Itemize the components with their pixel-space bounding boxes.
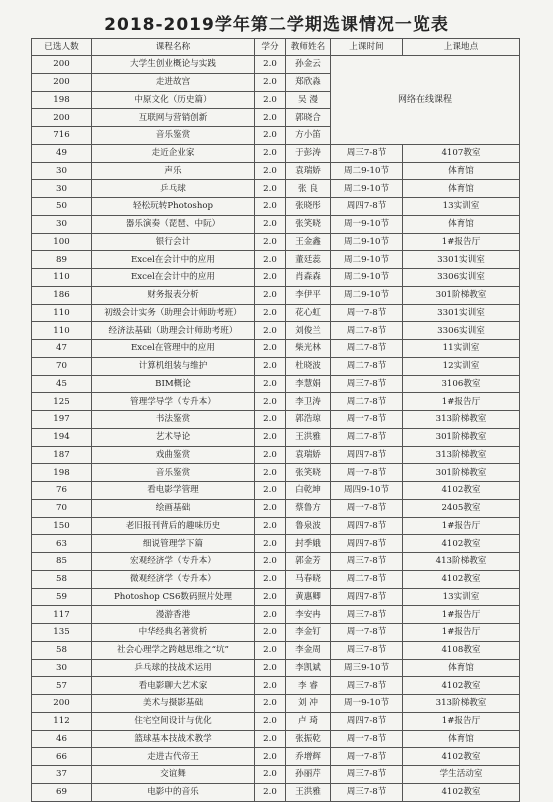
cell-teacher: 杜晓波 (286, 357, 331, 375)
page-title: 2018-2019学年第二学期选课情况一览表 (104, 15, 449, 35)
cell-course-name: BIM概论 (92, 375, 255, 393)
cell-location: 13实训室 (403, 198, 520, 216)
cell-teacher: 李慧娟 (286, 375, 331, 393)
cell-location: 学生活动室 (403, 766, 520, 784)
cell-enrolled: 110 (32, 322, 92, 340)
cell-teacher: 李凯斌 (286, 659, 331, 677)
cell-teacher: 黄惠卿 (286, 588, 331, 606)
cell-time: 周二7-8节 (331, 322, 403, 340)
cell-location: 301阶梯教室 (403, 286, 520, 304)
cell-teacher: 王洪雅 (286, 428, 331, 446)
table-header-row (32, 39, 520, 56)
cell-time: 周三7-8节 (331, 641, 403, 659)
cell-course-name: 财务报表分析 (92, 286, 255, 304)
cell-time: 周二7-8节 (331, 570, 403, 588)
cell-enrolled: 194 (32, 428, 92, 446)
cell-credit: 2.0 (255, 535, 286, 553)
cell-credit: 2.0 (255, 73, 286, 91)
cell-credit: 2.0 (255, 215, 286, 233)
cell-location: 1#报告厅 (403, 393, 520, 411)
online-course-cell: 网络在线课程 (331, 56, 520, 145)
cell-course-name: 宏观经济学（专升本） (92, 553, 255, 571)
cell-credit: 2.0 (255, 269, 286, 287)
cell-location: 3306实训室 (403, 269, 520, 287)
cell-time: 周一9-10节 (331, 215, 403, 233)
cell-time: 周三7-8节 (331, 553, 403, 571)
cell-credit: 2.0 (255, 286, 286, 304)
cell-time: 周二9-10节 (331, 162, 403, 180)
cell-credit: 2.0 (255, 712, 286, 730)
cell-teacher: 张笑晓 (286, 464, 331, 482)
cell-location: 11实训室 (403, 340, 520, 358)
cell-enrolled: 200 (32, 73, 92, 91)
cell-credit: 2.0 (255, 659, 286, 677)
cell-time: 周四7-8节 (331, 446, 403, 464)
cell-teacher: 刘 冲 (286, 695, 331, 713)
cell-teacher: 卢 琦 (286, 712, 331, 730)
cell-location: 4102教室 (403, 482, 520, 500)
cell-location: 1#报告厅 (403, 233, 520, 251)
cell-location: 301阶梯教室 (403, 464, 520, 482)
cell-enrolled: 197 (32, 411, 92, 429)
cell-location: 体育馆 (403, 180, 520, 198)
cell-course-name: Photoshop CS6数码照片处理 (92, 588, 255, 606)
cell-location: 13实训室 (403, 588, 520, 606)
cell-credit: 2.0 (255, 322, 286, 340)
cell-location: 313阶梯教室 (403, 446, 520, 464)
cell-location: 体育馆 (403, 162, 520, 180)
cell-teacher: 张振乾 (286, 730, 331, 748)
cell-credit: 2.0 (255, 624, 286, 642)
cell-credit: 2.0 (255, 482, 286, 500)
cell-credit: 2.0 (255, 251, 286, 269)
cell-course-name: 篮球基本技战术教学 (92, 730, 255, 748)
cell-credit: 2.0 (255, 570, 286, 588)
table-row (32, 428, 520, 446)
cell-enrolled: 716 (32, 127, 92, 145)
cell-credit: 2.0 (255, 553, 286, 571)
cell-credit: 2.0 (255, 357, 286, 375)
cell-location: 体育馆 (403, 730, 520, 748)
cell-time: 周三7-8节 (331, 375, 403, 393)
cell-teacher: 蔡鲁方 (286, 499, 331, 517)
cell-location: 313阶梯教室 (403, 695, 520, 713)
table-row (32, 357, 520, 375)
cell-enrolled: 46 (32, 730, 92, 748)
table-row (32, 411, 520, 429)
cell-teacher: 刘俊兰 (286, 322, 331, 340)
cell-teacher: 李伊平 (286, 286, 331, 304)
cell-course-name: 中华经典名著赏析 (92, 624, 255, 642)
cell-teacher: 肖森森 (286, 269, 331, 287)
cell-enrolled: 100 (32, 233, 92, 251)
cell-time: 周一7-8节 (331, 304, 403, 322)
cell-course-name: 音乐鉴赏 (92, 464, 255, 482)
cell-time: 周四7-8节 (331, 588, 403, 606)
cell-course-name: 书法鉴赏 (92, 411, 255, 429)
table-row (32, 482, 520, 500)
cell-course-name: 银行会计 (92, 233, 255, 251)
cell-time: 周一9-10节 (331, 695, 403, 713)
cell-enrolled: 49 (32, 144, 92, 162)
cell-time: 周二7-8节 (331, 340, 403, 358)
cell-time: 周四7-8节 (331, 198, 403, 216)
table-row (32, 535, 520, 553)
table-row (32, 198, 520, 216)
cell-location: 4102教室 (403, 535, 520, 553)
cell-course-name: 住宅空间设计与优化 (92, 712, 255, 730)
cell-credit: 2.0 (255, 304, 286, 322)
cell-credit: 2.0 (255, 766, 286, 784)
table-row (32, 215, 520, 233)
cell-location: 4107教室 (403, 144, 520, 162)
cell-credit: 2.0 (255, 91, 286, 109)
cell-enrolled: 37 (32, 766, 92, 784)
cell-teacher: 李卫涛 (286, 393, 331, 411)
cell-credit: 2.0 (255, 340, 286, 358)
cell-time: 周二9-10节 (331, 180, 403, 198)
cell-enrolled: 117 (32, 606, 92, 624)
cell-enrolled: 66 (32, 748, 92, 766)
cell-credit: 2.0 (255, 499, 286, 517)
cell-credit: 2.0 (255, 180, 286, 198)
table-row (32, 553, 520, 571)
table-row (32, 677, 520, 695)
cell-enrolled: 70 (32, 499, 92, 517)
table-row (32, 712, 520, 730)
cell-course-name: 乒乓球的技战术运用 (92, 659, 255, 677)
table-row (32, 446, 520, 464)
cell-teacher: 张 良 (286, 180, 331, 198)
cell-location: 1#报告厅 (403, 712, 520, 730)
cell-teacher: 白乾坤 (286, 482, 331, 500)
cell-enrolled: 85 (32, 553, 92, 571)
cell-course-name: 交谊舞 (92, 766, 255, 784)
cell-credit: 2.0 (255, 588, 286, 606)
table-row (32, 695, 520, 713)
cell-teacher: 王洪雅 (286, 783, 331, 801)
cell-teacher: 董廷蕊 (286, 251, 331, 269)
header-location: 上课地点 (403, 39, 520, 56)
table-row (32, 269, 520, 287)
cell-course-name: Excel在管理中的应用 (92, 340, 255, 358)
cell-enrolled: 30 (32, 659, 92, 677)
cell-course-name: 计算机组装与维护 (92, 357, 255, 375)
cell-enrolled: 200 (32, 56, 92, 74)
cell-time: 周二9-10节 (331, 251, 403, 269)
cell-credit: 2.0 (255, 162, 286, 180)
cell-teacher: 张笑晓 (286, 215, 331, 233)
cell-time: 周一7-8节 (331, 730, 403, 748)
cell-course-name: 乒乓球 (92, 180, 255, 198)
cell-location: 3106教室 (403, 375, 520, 393)
cell-enrolled: 135 (32, 624, 92, 642)
cell-enrolled: 200 (32, 695, 92, 713)
cell-location: 2405教室 (403, 499, 520, 517)
cell-credit: 2.0 (255, 428, 286, 446)
cell-enrolled: 30 (32, 162, 92, 180)
cell-credit: 2.0 (255, 375, 286, 393)
cell-location: 3301实训室 (403, 304, 520, 322)
cell-location: 413阶梯教室 (403, 553, 520, 571)
cell-enrolled: 47 (32, 340, 92, 358)
cell-course-name: 老旧报刊背后的趣味历史 (92, 517, 255, 535)
cell-teacher: 柴光林 (286, 340, 331, 358)
cell-course-name: 音乐鉴赏 (92, 127, 255, 145)
cell-time: 周三7-8节 (331, 783, 403, 801)
cell-time: 周一7-8节 (331, 624, 403, 642)
table-row (32, 304, 520, 322)
cell-credit: 2.0 (255, 783, 286, 801)
cell-enrolled: 186 (32, 286, 92, 304)
header-course-name: 课程名称 (92, 39, 255, 56)
cell-teacher: 方小笛 (286, 127, 331, 145)
table-row (32, 233, 520, 251)
table-row (32, 641, 520, 659)
cell-enrolled: 187 (32, 446, 92, 464)
cell-enrolled: 63 (32, 535, 92, 553)
cell-course-name: 走进古代帝王 (92, 748, 255, 766)
cell-time: 周一7-8节 (331, 748, 403, 766)
table-row (32, 56, 520, 74)
cell-course-name: 初级会计实务（助理会计师助考班） (92, 304, 255, 322)
cell-time: 周一7-8节 (331, 464, 403, 482)
cell-location: 4102教室 (403, 570, 520, 588)
cell-time: 周二7-8节 (331, 428, 403, 446)
cell-time: 周二9-10节 (331, 269, 403, 287)
cell-course-name: 大学生创业概论与实践 (92, 56, 255, 74)
cell-course-name: Excel在会计中的应用 (92, 251, 255, 269)
cell-enrolled: 30 (32, 180, 92, 198)
cell-teacher: 郭金芳 (286, 553, 331, 571)
table-row (32, 606, 520, 624)
course-table (31, 38, 520, 802)
table-row (32, 588, 520, 606)
cell-time: 周四7-8节 (331, 712, 403, 730)
cell-course-name: 细说管理学下篇 (92, 535, 255, 553)
table-row (32, 624, 520, 642)
cell-enrolled: 200 (32, 109, 92, 127)
cell-enrolled: 110 (32, 269, 92, 287)
cell-credit: 2.0 (255, 198, 286, 216)
cell-course-name: 走进故宫 (92, 73, 255, 91)
table-row (32, 340, 520, 358)
cell-enrolled: 58 (32, 570, 92, 588)
cell-enrolled: 59 (32, 588, 92, 606)
cell-course-name: 戏曲鉴赏 (92, 446, 255, 464)
table-row (32, 251, 520, 269)
table-row (32, 659, 520, 677)
cell-course-name: 走近企业家 (92, 144, 255, 162)
cell-course-name: 漫游香港 (92, 606, 255, 624)
cell-enrolled: 125 (32, 393, 92, 411)
cell-teacher: 孙金云 (286, 56, 331, 74)
cell-credit: 2.0 (255, 411, 286, 429)
cell-enrolled: 110 (32, 304, 92, 322)
table-row (32, 570, 520, 588)
cell-teacher: 封季娥 (286, 535, 331, 553)
cell-credit: 2.0 (255, 233, 286, 251)
cell-course-name: 看电影学管理 (92, 482, 255, 500)
cell-credit: 2.0 (255, 748, 286, 766)
cell-location: 301阶梯教室 (403, 428, 520, 446)
cell-teacher: 袁瑞娇 (286, 162, 331, 180)
cell-credit: 2.0 (255, 56, 286, 74)
cell-time: 周二7-8节 (331, 393, 403, 411)
table-row (32, 180, 520, 198)
table-row (32, 393, 520, 411)
cell-course-name: 经济法基础（助理会计师助考班） (92, 322, 255, 340)
cell-location: 4102教室 (403, 748, 520, 766)
cell-course-name: 社会心理学之跨越思维之“坑” (92, 641, 255, 659)
table-row (32, 517, 520, 535)
cell-location: 313阶梯教室 (403, 411, 520, 429)
cell-teacher: 于彭涛 (286, 144, 331, 162)
table-row (32, 748, 520, 766)
cell-location: 1#报告厅 (403, 606, 520, 624)
cell-teacher: 乔增辉 (286, 748, 331, 766)
cell-enrolled: 58 (32, 641, 92, 659)
table-row (32, 144, 520, 162)
cell-teacher: 李金钉 (286, 624, 331, 642)
cell-course-name: 看电影聊大艺术家 (92, 677, 255, 695)
cell-teacher: 王金鑫 (286, 233, 331, 251)
cell-credit: 2.0 (255, 464, 286, 482)
table-row (32, 162, 520, 180)
table-row (32, 730, 520, 748)
cell-course-name: 声乐 (92, 162, 255, 180)
cell-teacher: 李 睿 (286, 677, 331, 695)
cell-teacher: 郭浩琼 (286, 411, 331, 429)
cell-time: 周三7-8节 (331, 144, 403, 162)
cell-course-name: 管理学导学（专升本） (92, 393, 255, 411)
table-row (32, 375, 520, 393)
cell-time: 周二9-10节 (331, 233, 403, 251)
cell-enrolled: 30 (32, 215, 92, 233)
cell-course-name: 中原文化（历史篇） (92, 91, 255, 109)
cell-teacher: 张晓彤 (286, 198, 331, 216)
cell-credit: 2.0 (255, 109, 286, 127)
cell-time: 周二7-8节 (331, 357, 403, 375)
cell-enrolled: 70 (32, 357, 92, 375)
cell-course-name: 美术与摄影基础 (92, 695, 255, 713)
cell-credit: 2.0 (255, 641, 286, 659)
cell-time: 周一7-8节 (331, 499, 403, 517)
cell-time: 周四7-8节 (331, 535, 403, 553)
cell-teacher: 李金周 (286, 641, 331, 659)
cell-time: 周三7-8节 (331, 606, 403, 624)
cell-location: 1#报告厅 (403, 517, 520, 535)
table-row (32, 286, 520, 304)
table-row (32, 322, 520, 340)
cell-enrolled: 198 (32, 91, 92, 109)
header-credit: 学分 (255, 39, 286, 56)
cell-time: 周三7-8节 (331, 677, 403, 695)
cell-teacher: 花心虹 (286, 304, 331, 322)
cell-time: 周三9-10节 (331, 659, 403, 677)
cell-enrolled: 198 (32, 464, 92, 482)
cell-course-name: Excel在会计中的应用 (92, 269, 255, 287)
cell-course-name: 电影中的音乐 (92, 783, 255, 801)
header-teacher: 教师姓名 (286, 39, 331, 56)
cell-location: 4102教室 (403, 783, 520, 801)
cell-course-name: 轻松玩转Photoshop (92, 198, 255, 216)
cell-enrolled: 69 (32, 783, 92, 801)
cell-credit: 2.0 (255, 446, 286, 464)
header-enrolled: 已选人数 (32, 39, 92, 56)
cell-location: 1#报告厅 (403, 624, 520, 642)
cell-credit: 2.0 (255, 677, 286, 695)
cell-location: 4102教室 (403, 677, 520, 695)
cell-enrolled: 150 (32, 517, 92, 535)
cell-enrolled: 50 (32, 198, 92, 216)
cell-location: 3301实训室 (403, 251, 520, 269)
cell-credit: 2.0 (255, 695, 286, 713)
cell-teacher: 郑欣淼 (286, 73, 331, 91)
cell-teacher: 孙丽芹 (286, 766, 331, 784)
table-row (32, 464, 520, 482)
cell-time: 周四9-10节 (331, 482, 403, 500)
cell-location: 3306实训室 (403, 322, 520, 340)
cell-teacher: 郭晓合 (286, 109, 331, 127)
cell-course-name: 器乐演奏（琵琶、中阮） (92, 215, 255, 233)
cell-course-name: 艺术导论 (92, 428, 255, 446)
cell-course-name: 互联网与营销创新 (92, 109, 255, 127)
table-row (32, 783, 520, 801)
header-time: 上课时间 (331, 39, 403, 56)
cell-teacher: 吴 漫 (286, 91, 331, 109)
cell-course-name: 微观经济学（专升本） (92, 570, 255, 588)
cell-teacher: 鲁泉波 (286, 517, 331, 535)
table-row (32, 499, 520, 517)
cell-credit: 2.0 (255, 730, 286, 748)
cell-location: 体育馆 (403, 215, 520, 233)
cell-time: 周一7-8节 (331, 411, 403, 429)
cell-credit: 2.0 (255, 144, 286, 162)
cell-credit: 2.0 (255, 517, 286, 535)
cell-time: 周四7-8节 (331, 517, 403, 535)
cell-credit: 2.0 (255, 393, 286, 411)
cell-teacher: 马春晓 (286, 570, 331, 588)
cell-enrolled: 45 (32, 375, 92, 393)
cell-time: 周二9-10节 (331, 286, 403, 304)
cell-teacher: 袁瑞娇 (286, 446, 331, 464)
cell-credit: 2.0 (255, 127, 286, 145)
cell-enrolled: 112 (32, 712, 92, 730)
cell-enrolled: 57 (32, 677, 92, 695)
cell-location: 体育馆 (403, 659, 520, 677)
cell-teacher: 李安冉 (286, 606, 331, 624)
cell-location: 12实训室 (403, 357, 520, 375)
cell-time: 周三7-8节 (331, 766, 403, 784)
cell-course-name: 绘画基础 (92, 499, 255, 517)
cell-location: 4108教室 (403, 641, 520, 659)
cell-credit: 2.0 (255, 606, 286, 624)
cell-enrolled: 76 (32, 482, 92, 500)
cell-enrolled: 89 (32, 251, 92, 269)
